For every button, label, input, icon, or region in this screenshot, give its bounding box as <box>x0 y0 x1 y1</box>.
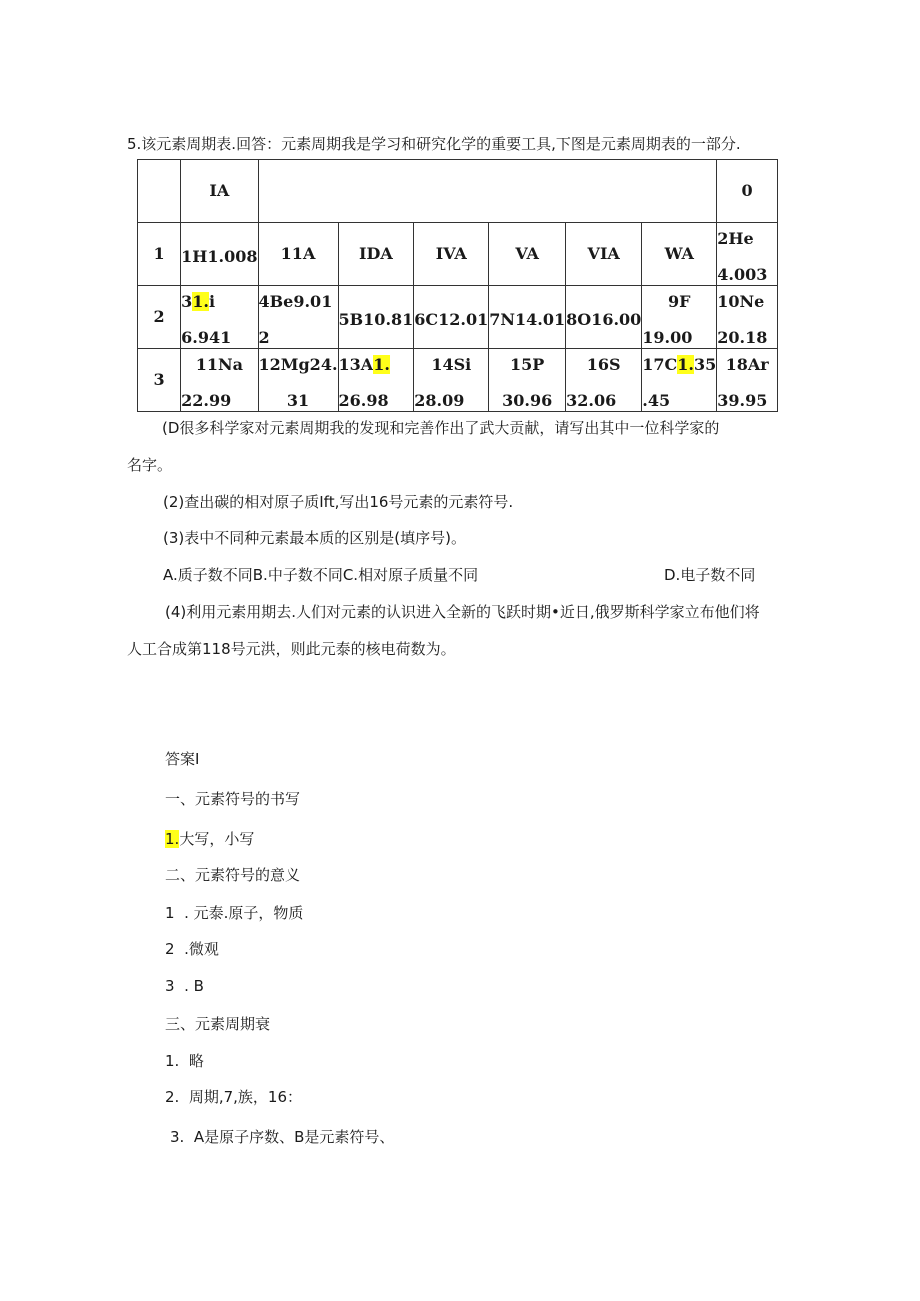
table-header-row <box>138 160 778 223</box>
element-li: 31.i 6.941 <box>181 286 258 349</box>
question-3-option-d: D.电子数不同 <box>664 566 756 584</box>
element-cl: 17C1.35 .45 <box>642 349 717 412</box>
answers-section-1-item: 1.大写，小写 <box>165 830 255 848</box>
element-ar: 18Ar 39.95 <box>717 349 778 412</box>
highlight-mark: 1. <box>373 355 390 374</box>
table-row-period-1 <box>138 223 778 286</box>
answers-section-3-item-1: 1. 略 <box>165 1052 204 1070</box>
group-ia-header: IA <box>181 160 258 223</box>
element-p: 15P 30.96 <box>489 349 566 412</box>
question-1-line-1: (D很多科学家对元素周期我的发现和完善作出了武大贡献，请写出其中一位科学家的 <box>162 419 720 437</box>
element-al: 13A1. 26.98 <box>338 349 414 412</box>
answers-section-2-item-3: 3 . B <box>165 977 204 995</box>
group-label-viia: WA <box>642 223 717 286</box>
answers-section-2: 二、元素符号的意义 <box>165 866 301 884</box>
element-c: 6C12.01 <box>414 286 489 349</box>
element-h: 1H1.008 <box>181 223 258 286</box>
answers-section-3: 三、元素周期衰 <box>165 1015 271 1033</box>
answers-section-2-item-2: 2 .微观 <box>165 940 219 958</box>
table-row-period-2 <box>138 286 778 349</box>
question-4-line-2: 人工合成第118号元洪，则此元泰的核电荷数为。 <box>127 640 456 658</box>
answers-section-2-item-1: 1 . 元泰.原子，物质 <box>165 904 304 922</box>
question-3: (3)表中不同种元素最本质的区别是(填序号)。 <box>163 529 466 547</box>
element-ne: 10Ne 20.18 <box>717 286 778 349</box>
group-label-iia: 11A <box>258 223 338 286</box>
question-4-line-1: (4)利用元素用期去.人们对元素的认识进入全新的飞跃时期•近日,俄罗斯科学家立布他们将 <box>165 603 760 621</box>
group-label-iiia: IDA <box>338 223 414 286</box>
group-label-iva: IVA <box>414 223 489 286</box>
period-label: 3 <box>138 349 181 412</box>
highlight-mark: 1. <box>165 830 180 848</box>
element-b: 5B10.81 <box>338 286 414 349</box>
period-label: 1 <box>138 223 181 286</box>
table-row-period-3 <box>138 349 778 412</box>
question-3-options-abc: A.质子数不同B.中子数不同C.相对原子质量不同 <box>163 566 479 584</box>
answers-section-1: 一、元素符号的书写 <box>165 790 301 808</box>
group-label-va: VA <box>489 223 566 286</box>
element-he: 2He 4.003 <box>717 223 778 286</box>
header-blank <box>258 160 717 223</box>
element-o: 8O16.00 <box>566 286 642 349</box>
question-1-line-2: 名字。 <box>127 456 173 474</box>
period-label: 2 <box>138 286 181 349</box>
element-f: 9F 19.00 <box>642 286 717 349</box>
periodic-table <box>137 159 778 412</box>
element-be: 4Be9.01 2 <box>258 286 338 349</box>
answers-section-3-item-3: 3. A是原子序数、B是元素符号、 <box>170 1128 395 1146</box>
element-na: 11Na 22.99 <box>181 349 258 412</box>
question-2: (2)查出碳的相对原子质Ift,写出16号元素的元素符号. <box>163 493 514 511</box>
answers-heading: 答案I <box>165 750 200 768</box>
corner-cell <box>138 160 181 223</box>
question-title: 5.该元素周期表.回答：元素周期我是学习和研究化学的重要工具,下图是元素周期表的一部分. <box>127 135 741 153</box>
element-n: 7N14.01 <box>489 286 566 349</box>
element-mg: 12Mg24. 31 <box>258 349 338 412</box>
highlight-mark: 1. <box>677 355 694 374</box>
answers-section-3-item-2: 2. 周期,7,族，16： <box>165 1088 303 1106</box>
element-si: 14Si 28.09 <box>414 349 489 412</box>
element-s: 16S 32.06 <box>566 349 642 412</box>
group-zero-header: 0 <box>717 160 778 223</box>
group-label-via: VIA <box>566 223 642 286</box>
highlight-mark: 1. <box>192 292 209 311</box>
